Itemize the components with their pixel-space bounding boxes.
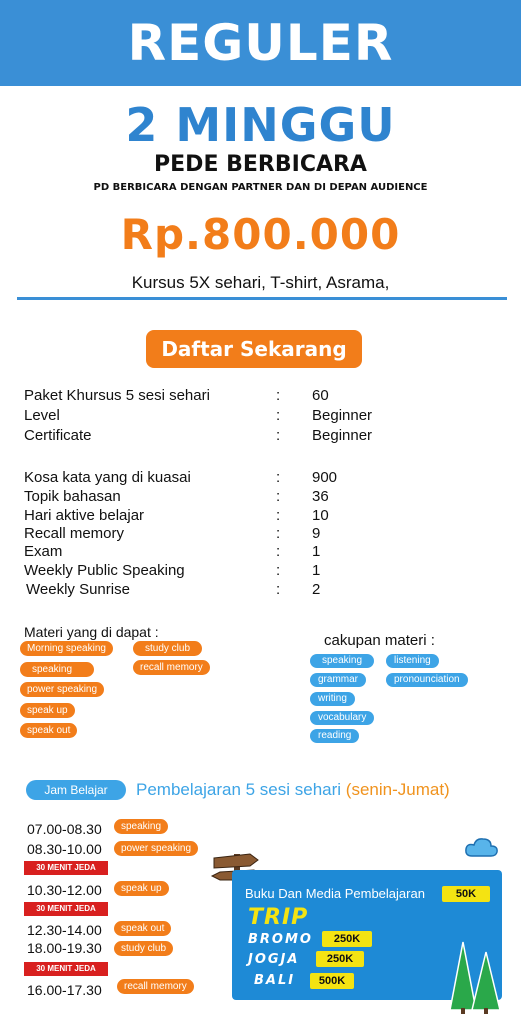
materi-tag: power speaking xyxy=(20,682,104,697)
cakupan-label: cakupan materi : xyxy=(324,632,435,649)
package-price: Rp.800.000 xyxy=(120,210,401,259)
info-value: 60 xyxy=(312,387,329,404)
session-tag: recall memory xyxy=(117,979,194,994)
cakupan-tag: pronounciation xyxy=(386,673,468,687)
trip-city: BALI xyxy=(254,973,296,988)
info-label: Paket Khursus 5 sesi sehari xyxy=(24,387,210,404)
stat-label: Weekly Public Speaking xyxy=(24,562,185,579)
stat-row xyxy=(24,562,504,581)
stat-value: 1 xyxy=(312,543,321,560)
stat-row xyxy=(24,488,504,507)
stat-label: Hari aktive belajar xyxy=(24,507,145,524)
stat-row xyxy=(24,525,504,544)
stat-label: Weekly Sunrise xyxy=(26,581,130,598)
stat-sep: : xyxy=(276,507,281,524)
stat-value: 900 xyxy=(312,469,338,486)
trip-price: 250K xyxy=(322,931,372,947)
stat-value: 1 xyxy=(312,562,321,579)
info-label: Level xyxy=(24,407,60,424)
schedule-title xyxy=(136,780,450,800)
materi-tag: recall memory xyxy=(133,660,210,675)
package-description: PD BERBICARA DENGAN PARTNER DAN DI DEPAN AUDIENCE xyxy=(93,182,428,193)
info-row xyxy=(24,407,504,426)
stat-label: Kosa kata yang di kuasai xyxy=(24,469,191,486)
session-time: 07.00-08.30 xyxy=(27,821,102,837)
pine-trees-icon xyxy=(446,938,504,1016)
info-row xyxy=(24,387,504,406)
materi-tag: study club xyxy=(133,641,202,656)
stat-label: Recall memory xyxy=(24,525,125,542)
stat-sep: : xyxy=(276,469,281,486)
info-row xyxy=(24,427,504,446)
break-label: 30 MENIT JEDA xyxy=(24,902,108,916)
stat-value: 10 xyxy=(312,507,329,524)
stat-sep: : xyxy=(276,581,281,598)
stat-value: 9 xyxy=(312,525,321,542)
buku-label: Buku Dan Media Pembelajaran xyxy=(245,886,425,901)
session-tag: power speaking xyxy=(114,841,198,856)
session-time: 16.00-17.30 xyxy=(27,982,102,998)
session-tag: study club xyxy=(114,941,173,956)
break-label: 30 MENIT JEDA xyxy=(24,962,108,976)
cakupan-tag: reading xyxy=(310,729,359,743)
page-title: REGULER xyxy=(127,14,394,72)
trip-city: BROMO xyxy=(248,932,313,947)
info-value: Beginner xyxy=(312,427,373,444)
info-sep: : xyxy=(276,407,281,424)
materi-tag: speak out xyxy=(20,723,77,738)
schedule-text: Pembelajaran 5 sesi sehari xyxy=(136,780,342,799)
section-divider xyxy=(17,297,507,300)
stat-value: 2 xyxy=(312,581,321,598)
facility-text: Kursus 5X sehari, T-shirt, Asrama, xyxy=(131,273,390,292)
buku-price: 50K xyxy=(442,886,490,902)
session-time: 12.30-14.00 xyxy=(27,922,102,938)
info-value: Beginner xyxy=(312,407,373,424)
session-time: 10.30-12.00 xyxy=(27,882,102,898)
jam-belajar-pill: Jam Belajar xyxy=(26,780,126,800)
register-button[interactable]: Daftar Sekarang xyxy=(146,330,362,368)
materi-tag: Morning speaking xyxy=(20,641,113,656)
cakupan-tag: listening xyxy=(386,654,439,668)
cakupan-tag: writing xyxy=(310,692,355,706)
stat-label: Topik bahasan xyxy=(24,488,121,505)
stat-sep: : xyxy=(276,488,281,505)
stat-row xyxy=(24,543,504,562)
stat-label: Exam xyxy=(24,543,63,560)
session-tag: speak up xyxy=(114,881,169,896)
trip-price: 250K xyxy=(316,951,364,967)
info-sep: : xyxy=(276,387,281,404)
stat-value: 36 xyxy=(312,488,329,505)
stat-row xyxy=(24,581,504,600)
break-label: 30 MENIT JEDA xyxy=(24,861,108,875)
stat-sep: : xyxy=(276,562,281,579)
cakupan-tag: vocabulary xyxy=(310,711,374,725)
materi-label: Materi yang di dapat : xyxy=(24,624,159,640)
cakupan-tag: grammar xyxy=(310,673,366,687)
session-time: 08.30-10.00 xyxy=(27,841,102,857)
stat-row xyxy=(24,507,504,526)
materi-tag: speaking xyxy=(20,662,94,677)
cakupan-tag: speaking xyxy=(310,654,374,668)
header-banner xyxy=(0,0,521,86)
course-duration: 2 MINGGU xyxy=(125,98,396,152)
session-time: 18.00-19.30 xyxy=(27,940,102,956)
materi-tag: speak up xyxy=(20,703,75,718)
stat-row xyxy=(24,469,504,488)
trip-price: 500K xyxy=(310,973,354,989)
info-label: Certificate xyxy=(24,427,92,444)
cloud-icon xyxy=(464,836,500,858)
schedule-days: (senin-Jumat) xyxy=(345,780,450,799)
session-tag: speaking xyxy=(114,819,168,834)
stat-sep: : xyxy=(276,525,281,542)
stat-sep: : xyxy=(276,543,281,560)
package-name: PEDE BERBICARA xyxy=(154,152,367,177)
trip-label: TRIP xyxy=(248,905,309,930)
info-sep: : xyxy=(276,427,281,444)
trip-city: JOGJA xyxy=(248,952,300,967)
session-tag: speak out xyxy=(114,921,171,936)
